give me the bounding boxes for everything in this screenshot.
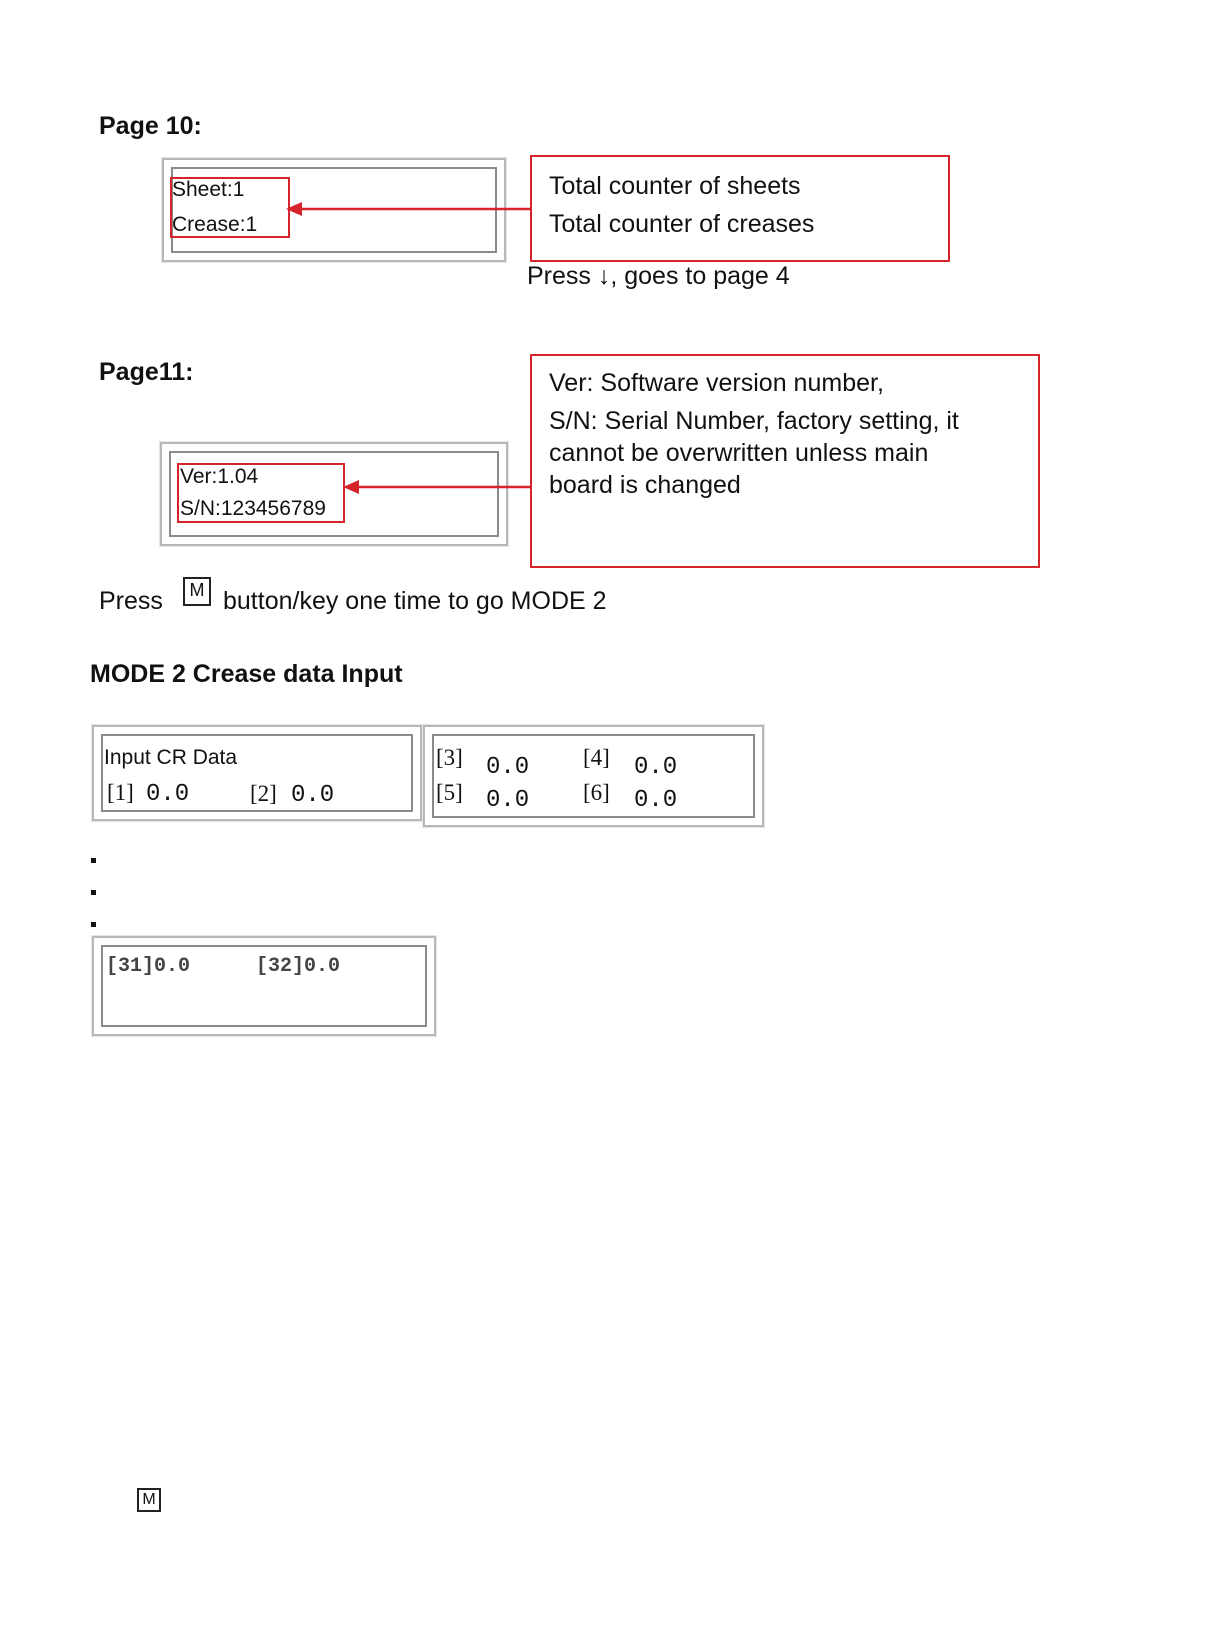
page10-callout-line2: Total counter of creases (549, 210, 815, 238)
page11-callout-line4: board is changed (549, 471, 741, 499)
continuation-dot (91, 890, 96, 895)
mode2-field-32[interactable]: [32]0.0 (256, 955, 341, 978)
mode2-field-3-value[interactable]: 0.0 (486, 754, 530, 781)
mode2-field-2-value[interactable]: 0.0 (291, 782, 335, 809)
press-m-suffix: button/key one time to go MODE 2 (223, 587, 607, 615)
mode2-field-3-label: [3] (436, 745, 463, 770)
page11-callout-line2: S/N: Serial Number, factory setting, it (549, 407, 959, 435)
continuation-dot (91, 858, 96, 863)
page11-version-readout: Ver:1.04 (180, 465, 259, 488)
mode2-field-5-label: [5] (436, 780, 463, 805)
page10-heading: Page 10: (99, 112, 202, 140)
mode2-field-31[interactable]: [31]0.0 (106, 955, 191, 978)
page10-press-note: Press ↓, goes to page 4 (527, 262, 790, 290)
mode2-field-6-value[interactable]: 0.0 (634, 787, 678, 814)
mode2-lcd-screen-2 (423, 725, 764, 827)
page11-heading: Page11: (99, 358, 194, 386)
page11-callout-line1: Ver: Software version number, (549, 369, 884, 397)
page10-arrow (286, 198, 532, 220)
continuation-dot (91, 922, 96, 927)
mode2-field-1-label: [1] (107, 780, 134, 805)
mode2-field-6-label: [6] (583, 780, 610, 805)
mode2-field-1-value[interactable]: 0.0 (146, 781, 190, 808)
page10-callout-line1: Total counter of sheets (549, 172, 801, 200)
mode2-field-5-value[interactable]: 0.0 (486, 787, 530, 814)
page11-arrow (343, 476, 532, 498)
page11-callout-line3: cannot be overwritten unless main (549, 439, 929, 467)
m-key-icon: M (183, 577, 211, 606)
mode2-field-4-label: [4] (583, 745, 610, 770)
press-m-prefix: Press (99, 587, 163, 615)
page10-crease-readout: Crease:1 (172, 213, 258, 236)
m-key-icon-bottom: M (137, 1488, 161, 1512)
mode2-screen1-title: Input CR Data (104, 746, 238, 769)
mode2-lcd-screen-3 (92, 936, 436, 1036)
mode2-field-2-label: [2] (250, 781, 277, 806)
mode2-field-4-value[interactable]: 0.0 (634, 754, 678, 781)
page10-sheet-readout: Sheet:1 (172, 178, 245, 201)
page11-serial-readout: S/N:123456789 (180, 497, 326, 520)
mode2-heading: MODE 2 Crease data Input (90, 660, 403, 688)
